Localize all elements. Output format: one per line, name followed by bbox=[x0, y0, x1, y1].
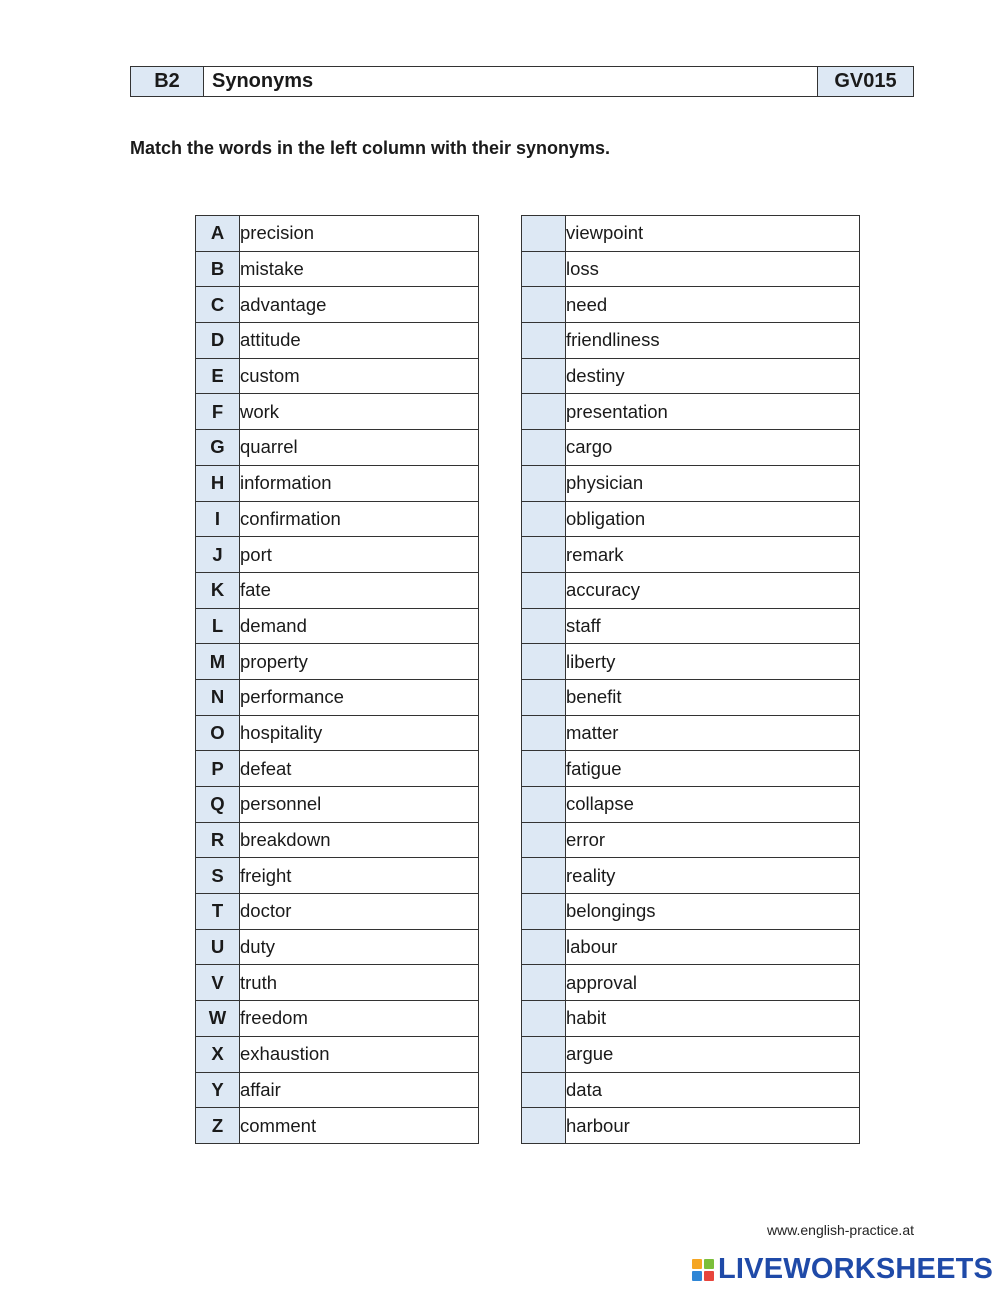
worksheet-code: GV015 bbox=[818, 67, 914, 97]
answer-box[interactable] bbox=[522, 537, 566, 573]
logo-square-3 bbox=[692, 1271, 702, 1281]
synonym-word: fatigue bbox=[566, 751, 860, 787]
row-word: information bbox=[240, 465, 479, 501]
row-word: breakdown bbox=[240, 822, 479, 858]
right-row bbox=[522, 679, 860, 715]
synonym-word: viewpoint bbox=[566, 216, 860, 252]
left-row bbox=[196, 1001, 479, 1037]
synonym-word: obligation bbox=[566, 501, 860, 537]
row-letter: W bbox=[196, 1001, 240, 1037]
answer-box[interactable] bbox=[522, 1072, 566, 1108]
synonym-word: physician bbox=[566, 465, 860, 501]
row-word: freedom bbox=[240, 1001, 479, 1037]
right-row bbox=[522, 1036, 860, 1072]
row-word: fate bbox=[240, 572, 479, 608]
synonym-word: collapse bbox=[566, 787, 860, 823]
level-badge: B2 bbox=[131, 67, 204, 97]
right-row bbox=[522, 787, 860, 823]
answer-box[interactable] bbox=[522, 216, 566, 252]
answer-box[interactable] bbox=[522, 751, 566, 787]
right-synonym-table bbox=[521, 215, 860, 1144]
right-row bbox=[522, 465, 860, 501]
liveworksheets-logo[interactable] bbox=[692, 1253, 993, 1286]
row-word: demand bbox=[240, 608, 479, 644]
row-letter: N bbox=[196, 679, 240, 715]
right-row bbox=[522, 537, 860, 573]
answer-box[interactable] bbox=[522, 929, 566, 965]
answer-box[interactable] bbox=[522, 1036, 566, 1072]
right-row bbox=[522, 644, 860, 680]
row-letter: G bbox=[196, 430, 240, 466]
row-word: confirmation bbox=[240, 501, 479, 537]
left-row bbox=[196, 216, 479, 252]
row-word: personnel bbox=[240, 787, 479, 823]
logo-text: LIVEWORKSHEETS bbox=[718, 1253, 994, 1285]
answer-box[interactable] bbox=[522, 787, 566, 823]
synonym-word: argue bbox=[566, 1036, 860, 1072]
logo-square-2 bbox=[704, 1259, 714, 1269]
left-row bbox=[196, 751, 479, 787]
worksheet-title: Synonyms bbox=[204, 67, 818, 97]
row-letter: Q bbox=[196, 787, 240, 823]
right-row bbox=[522, 929, 860, 965]
row-word: attitude bbox=[240, 323, 479, 359]
synonym-word: staff bbox=[566, 608, 860, 644]
right-row bbox=[522, 1072, 860, 1108]
row-letter: T bbox=[196, 894, 240, 930]
logo-square-1 bbox=[692, 1259, 702, 1269]
left-row bbox=[196, 287, 479, 323]
synonym-word: matter bbox=[566, 715, 860, 751]
row-word: work bbox=[240, 394, 479, 430]
right-row bbox=[522, 858, 860, 894]
row-letter: E bbox=[196, 358, 240, 394]
synonym-word: approval bbox=[566, 965, 860, 1001]
left-row bbox=[196, 608, 479, 644]
worksheet-header bbox=[130, 66, 914, 97]
answer-box[interactable] bbox=[522, 715, 566, 751]
left-row bbox=[196, 465, 479, 501]
answer-box[interactable] bbox=[522, 572, 566, 608]
synonym-word: error bbox=[566, 822, 860, 858]
synonym-word: remark bbox=[566, 537, 860, 573]
row-word: exhaustion bbox=[240, 1036, 479, 1072]
right-row bbox=[522, 894, 860, 930]
right-row bbox=[522, 965, 860, 1001]
row-word: hospitality bbox=[240, 715, 479, 751]
left-row bbox=[196, 537, 479, 573]
answer-box[interactable] bbox=[522, 822, 566, 858]
row-word: truth bbox=[240, 965, 479, 1001]
answer-box[interactable] bbox=[522, 894, 566, 930]
row-word: port bbox=[240, 537, 479, 573]
right-row bbox=[522, 430, 860, 466]
row-word: freight bbox=[240, 858, 479, 894]
synonym-word: belongings bbox=[566, 894, 860, 930]
row-letter: O bbox=[196, 715, 240, 751]
right-row bbox=[522, 715, 860, 751]
left-row bbox=[196, 822, 479, 858]
row-letter: K bbox=[196, 572, 240, 608]
row-letter: P bbox=[196, 751, 240, 787]
right-row bbox=[522, 822, 860, 858]
left-word-table bbox=[195, 215, 479, 1144]
synonym-word: destiny bbox=[566, 358, 860, 394]
row-word: custom bbox=[240, 358, 479, 394]
row-letter: X bbox=[196, 1036, 240, 1072]
row-letter: B bbox=[196, 251, 240, 287]
row-letter: A bbox=[196, 216, 240, 252]
synonym-word: harbour bbox=[566, 1108, 860, 1144]
right-row bbox=[522, 323, 860, 359]
right-row bbox=[522, 358, 860, 394]
row-letter: H bbox=[196, 465, 240, 501]
answer-box[interactable] bbox=[522, 287, 566, 323]
left-row bbox=[196, 394, 479, 430]
right-row bbox=[522, 216, 860, 252]
row-letter: M bbox=[196, 644, 240, 680]
left-row bbox=[196, 965, 479, 1001]
answer-box[interactable] bbox=[522, 1108, 566, 1144]
left-row bbox=[196, 929, 479, 965]
row-word: precision bbox=[240, 216, 479, 252]
answer-box[interactable] bbox=[522, 679, 566, 715]
synonym-word: labour bbox=[566, 929, 860, 965]
left-row bbox=[196, 715, 479, 751]
synonym-word: habit bbox=[566, 1001, 860, 1037]
instruction-text: Match the words in the left column with their synonyms. bbox=[130, 138, 611, 158]
row-letter: F bbox=[196, 394, 240, 430]
left-row bbox=[196, 894, 479, 930]
answer-box[interactable] bbox=[522, 1001, 566, 1037]
website-url[interactable]: www.english-practice.at bbox=[766, 1222, 914, 1238]
left-row bbox=[196, 1036, 479, 1072]
answer-box[interactable] bbox=[522, 501, 566, 537]
right-row bbox=[522, 572, 860, 608]
left-row bbox=[196, 430, 479, 466]
row-word: performance bbox=[240, 679, 479, 715]
row-word: doctor bbox=[240, 894, 479, 930]
row-word: property bbox=[240, 644, 479, 680]
row-letter: C bbox=[196, 287, 240, 323]
row-letter: Z bbox=[196, 1108, 240, 1144]
synonym-word: benefit bbox=[566, 679, 860, 715]
right-row bbox=[522, 394, 860, 430]
answer-box[interactable] bbox=[522, 465, 566, 501]
synonym-word: need bbox=[566, 287, 860, 323]
row-letter: I bbox=[196, 501, 240, 537]
right-row bbox=[522, 751, 860, 787]
row-word: duty bbox=[240, 929, 479, 965]
left-row bbox=[196, 787, 479, 823]
synonym-word: liberty bbox=[566, 644, 860, 680]
left-row bbox=[196, 501, 479, 537]
left-row bbox=[196, 358, 479, 394]
right-row bbox=[522, 287, 860, 323]
right-row bbox=[522, 1108, 860, 1144]
left-row bbox=[196, 1108, 479, 1144]
answer-box[interactable] bbox=[522, 323, 566, 359]
synonym-word: data bbox=[566, 1072, 860, 1108]
synonym-word: friendliness bbox=[566, 323, 860, 359]
row-letter: Y bbox=[196, 1072, 240, 1108]
right-row bbox=[522, 501, 860, 537]
row-word: comment bbox=[240, 1108, 479, 1144]
synonym-word: loss bbox=[566, 251, 860, 287]
right-row bbox=[522, 608, 860, 644]
answer-box[interactable] bbox=[522, 430, 566, 466]
answer-box[interactable] bbox=[522, 858, 566, 894]
row-word: quarrel bbox=[240, 430, 479, 466]
row-word: affair bbox=[240, 1072, 479, 1108]
synonym-word: reality bbox=[566, 858, 860, 894]
right-row bbox=[522, 1001, 860, 1037]
row-word: advantage bbox=[240, 287, 479, 323]
row-letter: S bbox=[196, 858, 240, 894]
left-row bbox=[196, 572, 479, 608]
left-row bbox=[196, 858, 479, 894]
right-row bbox=[522, 251, 860, 287]
row-letter: L bbox=[196, 608, 240, 644]
synonym-word: accuracy bbox=[566, 572, 860, 608]
synonym-word: cargo bbox=[566, 430, 860, 466]
left-row bbox=[196, 644, 479, 680]
answer-box[interactable] bbox=[522, 644, 566, 680]
logo-square-4 bbox=[704, 1271, 714, 1281]
row-letter: D bbox=[196, 323, 240, 359]
row-word: mistake bbox=[240, 251, 479, 287]
left-row bbox=[196, 679, 479, 715]
answer-box[interactable] bbox=[522, 394, 566, 430]
answer-box[interactable] bbox=[522, 251, 566, 287]
answer-box[interactable] bbox=[522, 965, 566, 1001]
left-row bbox=[196, 251, 479, 287]
row-letter: V bbox=[196, 965, 240, 1001]
left-row bbox=[196, 1072, 479, 1108]
left-row bbox=[196, 323, 479, 359]
row-letter: U bbox=[196, 929, 240, 965]
answer-box[interactable] bbox=[522, 358, 566, 394]
liveworksheets-logo-icon bbox=[692, 1259, 714, 1281]
row-letter: R bbox=[196, 822, 240, 858]
row-letter: J bbox=[196, 537, 240, 573]
answer-box[interactable] bbox=[522, 608, 566, 644]
synonym-word: presentation bbox=[566, 394, 860, 430]
row-word: defeat bbox=[240, 751, 479, 787]
